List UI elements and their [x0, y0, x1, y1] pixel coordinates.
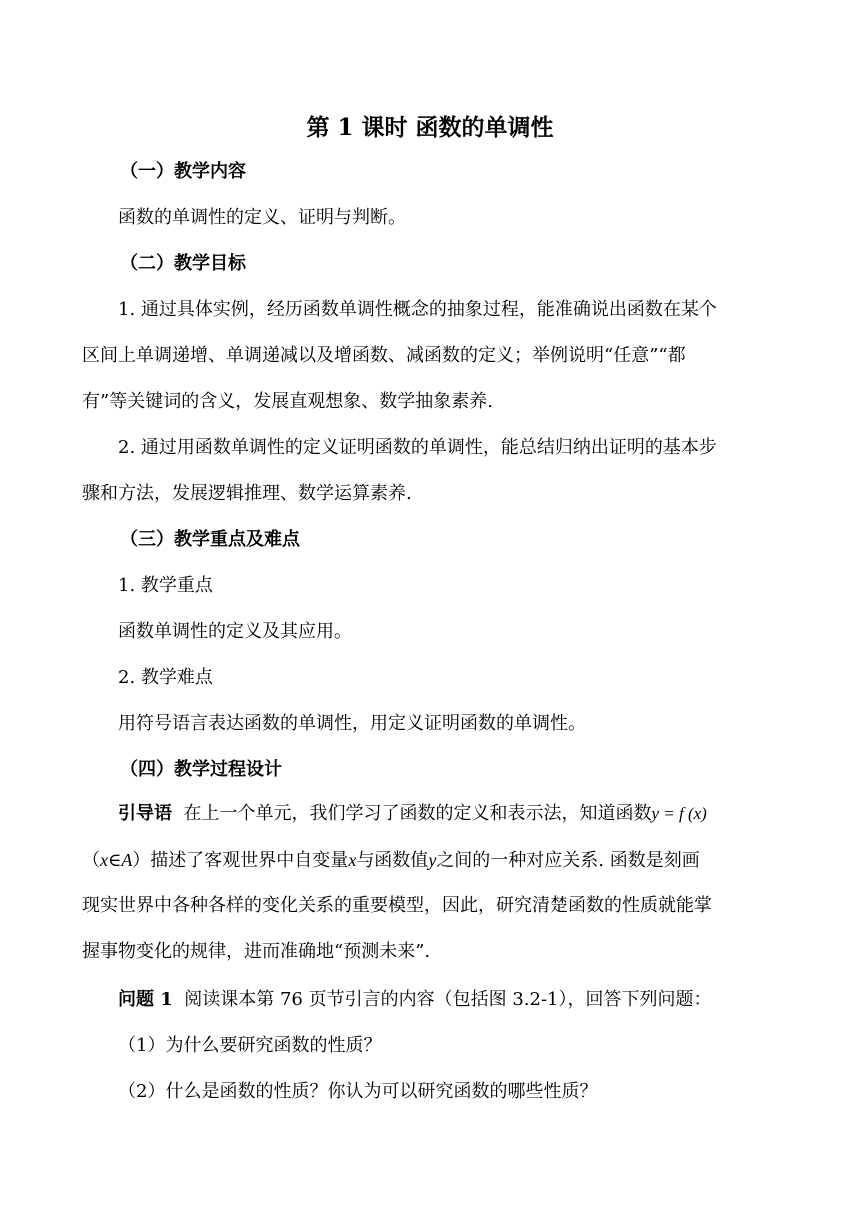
goal-2-line-2: 骤和方法，发展逻辑推理、数学运算素养.	[82, 483, 412, 504]
intro-text-1: 在上一个单元，我们学习了函数的定义和表示法，知道函数	[183, 803, 652, 824]
section-heading-process: （四）教学过程设计	[120, 759, 282, 780]
question-1	[118, 988, 711, 1012]
intro-label: 引导语	[118, 803, 172, 824]
intro-formula: y = f (x)	[651, 804, 707, 823]
question-1-sub-2: （2）什么是函数的性质？你认为可以研究函数的哪些性质？	[118, 1081, 598, 1102]
intro-text-2b: 与函数值	[356, 850, 429, 871]
section-heading-content: （一）教学内容	[120, 161, 246, 182]
intro-line-3: 现实世界中各种各样的变化关系的重要模型，因此，研究清楚函数的性质就能掌	[82, 895, 712, 916]
goal-1-line-2: 区间上单调递增、单调递减以及增函数、减函数的定义；举例说明“任意”“都	[82, 345, 686, 366]
content-text: 函数的单调性的定义、证明与判断。	[118, 207, 406, 228]
page-title: 第 1 课时 函数的单调性	[306, 114, 554, 141]
var-y: y	[428, 850, 437, 870]
intro-text-2a: ）描述了客观世界中自变量	[132, 850, 349, 871]
question-1-sub-1: （1）为什么要研究函数的性质？	[118, 1035, 382, 1056]
domain-formula: x∈A	[100, 850, 133, 870]
paren-open: （	[82, 850, 100, 871]
var-x: x	[348, 850, 357, 870]
question-1-text: 阅读课本第 76 页节引言的内容（包括图 3.2-1），回答下列问题：	[184, 989, 712, 1010]
key-point-label: 1. 教学重点	[118, 575, 213, 596]
difficulty-text: 用符号语言表达函数的单调性，用定义证明函数的单调性。	[118, 713, 586, 734]
intro-line-1	[118, 802, 707, 826]
goal-2-line-1: 2. 通过用函数单调性的定义证明函数的单调性，能总结归纳出证明的基本步	[118, 437, 717, 458]
section-heading-goals: （二）教学目标	[120, 253, 246, 274]
key-point-text: 函数单调性的定义及其应用。	[118, 621, 352, 642]
question-1-label: 问题 1	[118, 989, 173, 1010]
section-heading-key-points: （三）教学重点及难点	[120, 529, 300, 550]
goal-1-line-3: 有”等关键词的含义，发展直观想象、数学抽象素养.	[82, 391, 493, 412]
intro-text-2c: 之间的一种对应关系. 函数是刻画	[436, 850, 700, 871]
difficulty-label: 2. 教学难点	[118, 667, 213, 688]
goal-1-line-1: 1. 通过具体实例，经历函数单调性概念的抽象过程，能准确说出函数在某个	[118, 299, 717, 320]
intro-line-2	[82, 848, 700, 873]
intro-line-4: 握事物变化的规律，进而准确地“预测未来”.	[82, 941, 431, 962]
